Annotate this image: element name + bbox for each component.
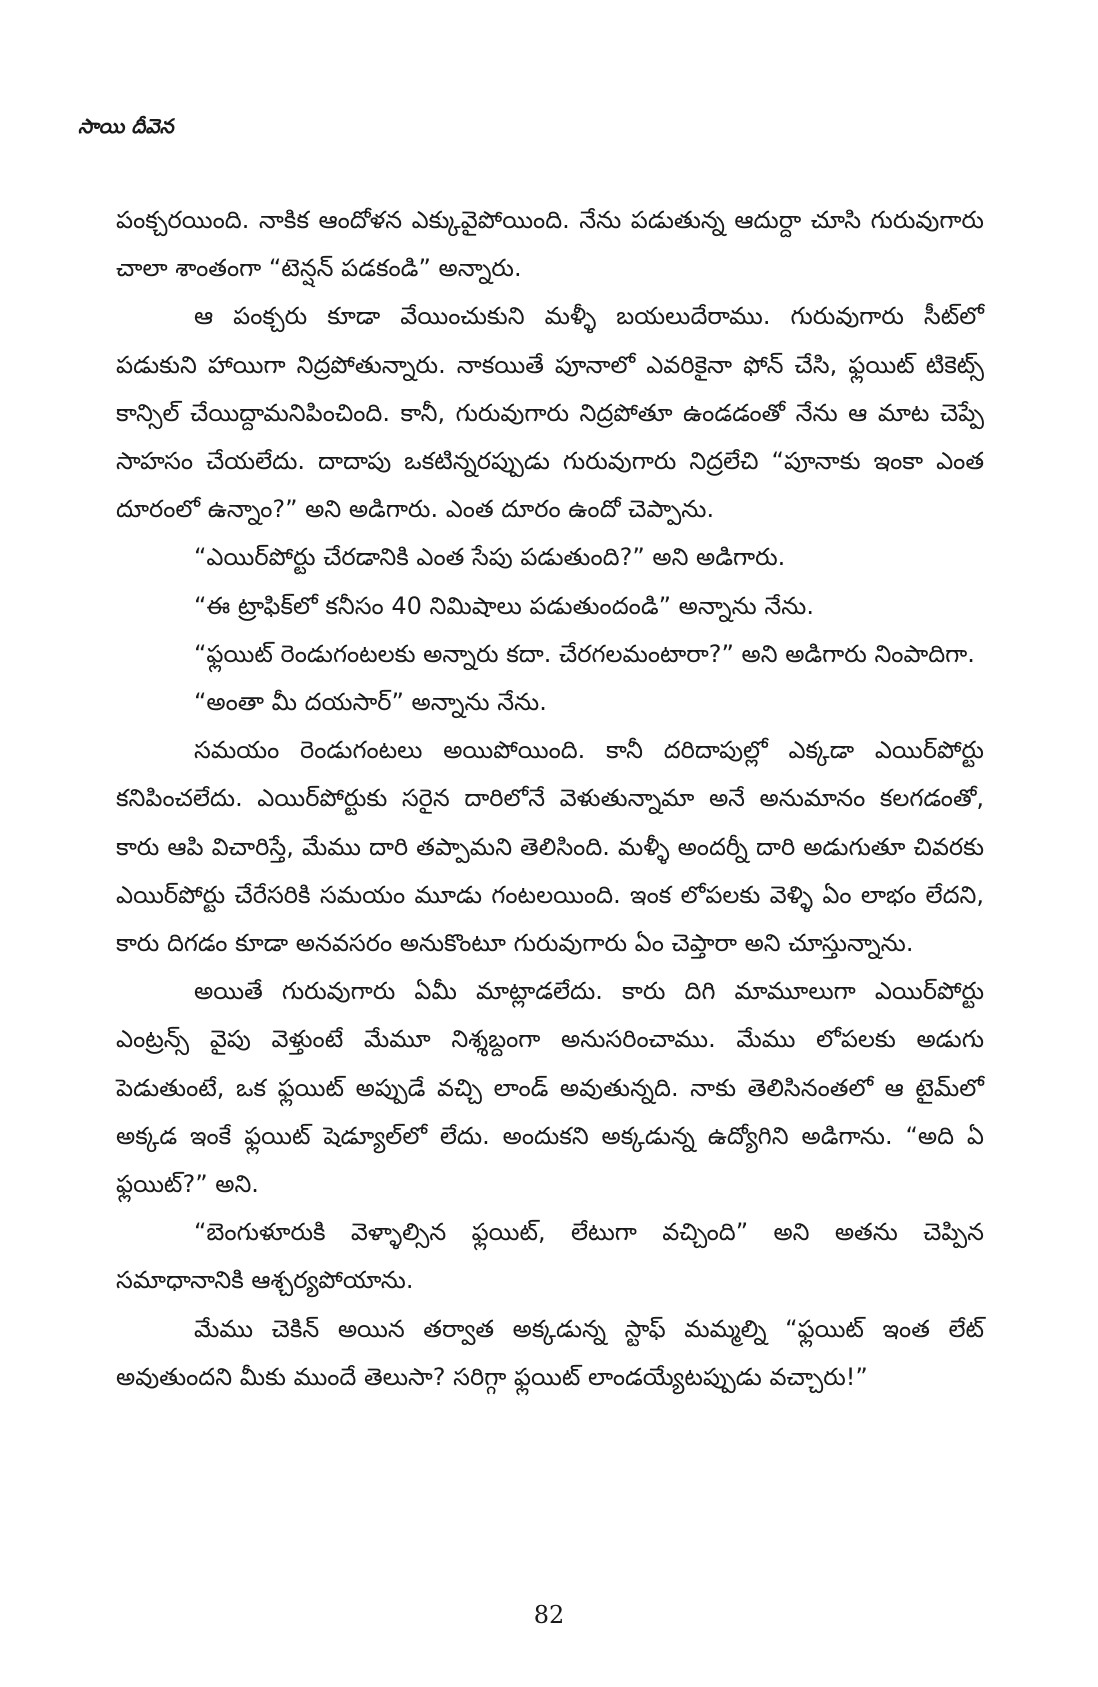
paragraph: సమయం రెండుగంటలు అయిపోయింది. కానీ దరిదాపుల్లో ఎక్కడా ఎయిర్‌పోర్టు కనిపించలేదు. ఎయిర్‌పోర్టుకు సరైన దారిలోనే వెళుతున్నామా అనే అనుమానం కలగడంతో, కారు ఆపి విచారిస్తే, మేము దారి తప్పామని తెలిసింది. మళ్ళీ అందర్నీ దారి అడుగుతూ చివరకు ఎయిర్‌పోర్టు చేరేసరికి సమయం మూడు గంటలయింది. ఇంక లోపలకు వెళ్ళి ఏం లాభం లేదని, కారు దిగడం కూడా అనవసరం అనుకొంటూ గురువుగారు ఏం చెప్తారా అని చూస్తున్నాను.: [116, 736, 984, 958]
running-header-title: సాయి దీవెన: [78, 114, 174, 138]
paragraph: “అంతా మీ దయసార్” అన్నాను నేను.: [194, 688, 547, 717]
paragraph: “ఈ ట్రాఫిక్‌లో కనీసం 40 నిమిషాలు పడుతుందండి” అన్నాను నేను.: [194, 591, 814, 620]
paragraph: పంక్చరయింది. నాకిక ఆందోళన ఎక్కువైపోయింది. నేను పడుతున్న ఆదుర్దా చూసి గురువుగారు చాలా శాంతంగా “టెన్షన్ పడకండి” అన్నారు.: [116, 206, 984, 283]
paragraph: “ఫ్లయిట్ రెండుగంటలకు అన్నారు కదా. చేరగలమంటారా?” అని అడిగారు నింపాదిగా.: [194, 639, 975, 668]
body-text: [116, 196, 984, 1401]
paragraph: మేము చెకిన్ అయిన తర్వాత అక్కడున్న స్టాఫ్ మమ్మల్ని “ఫ్లయిట్ ఇంత లేట్ అవుతుందని మీకు ముందే తెలుసా? సరిగ్గా ఫ్లయిట్ లాండయ్యేటప్పుడు వచ్చారు!”: [116, 1314, 984, 1391]
paragraph: ఆ పంక్చరు కూడా వేయించుకుని మళ్ళీ బయలుదేరాము. గురువుగారు సీట్‌లో పడుకుని హాయిగా నిద్రపోతున్నారు. నాకయితే పూనాలో ఎవరికైనా ఫోన్ చేసి, ఫ్లయిట్ టికెట్స్ కాన్సిల్ చేయిద్దామనిపించింది. కానీ, గురువుగారు నిద్రపోతూ ఉండడంతో నేను ఆ మాట చెప్పే సాహసం చేయలేదు. దాదాపు ఒకటిన్నరప్పుడు గురువుగారు నిద్రలేచి “పూనాకు ఇంకా ఎంత దూరంలో ఉన్నాం?” అని అడిగారు. ఎంత దూరం ఉందో చెప్పాను.: [116, 302, 984, 524]
page-number: 82: [533, 1601, 565, 1629]
paragraph: అయితే గురువుగారు ఏమీ మాట్లాడలేదు. కారు దిగి మామూలుగా ఎయిర్‌పోర్టు ఎంట్రన్స్ వైపు వెళ్తుంటే మేమూ నిశ్శబ్దంగా అనుసరించాము. మేము లోపలకు అడుగు పెడుతుంటే, ఒక ఫ్లయిట్ అప్పుడే వచ్చి లాండ్ అవుతున్నది. నాకు తెలిసినంతలో ఆ టైమ్‌లో అక్కడ ఇంకే ఫ్లయిట్ షెడ్యూల్‌లో లేదు. అందుకని అక్కడున్న ఉద్యోగిని అడిగాను. “అది ఏ ఫ్లయిట్?” అని.: [116, 977, 984, 1199]
paragraph: “బెంగుళూరుకి వెళ్ళాల్సిన ఫ్లయిట్, లేటుగా వచ్చింది” అని అతను చెప్పిన సమాధానానికి ఆశ్చర్యపోయాను.: [116, 1218, 984, 1295]
paragraph: “ఎయిర్‌పోర్టు చేరడానికి ఎంత సేపు పడుతుంది?” అని అడిగారు.: [194, 543, 786, 572]
